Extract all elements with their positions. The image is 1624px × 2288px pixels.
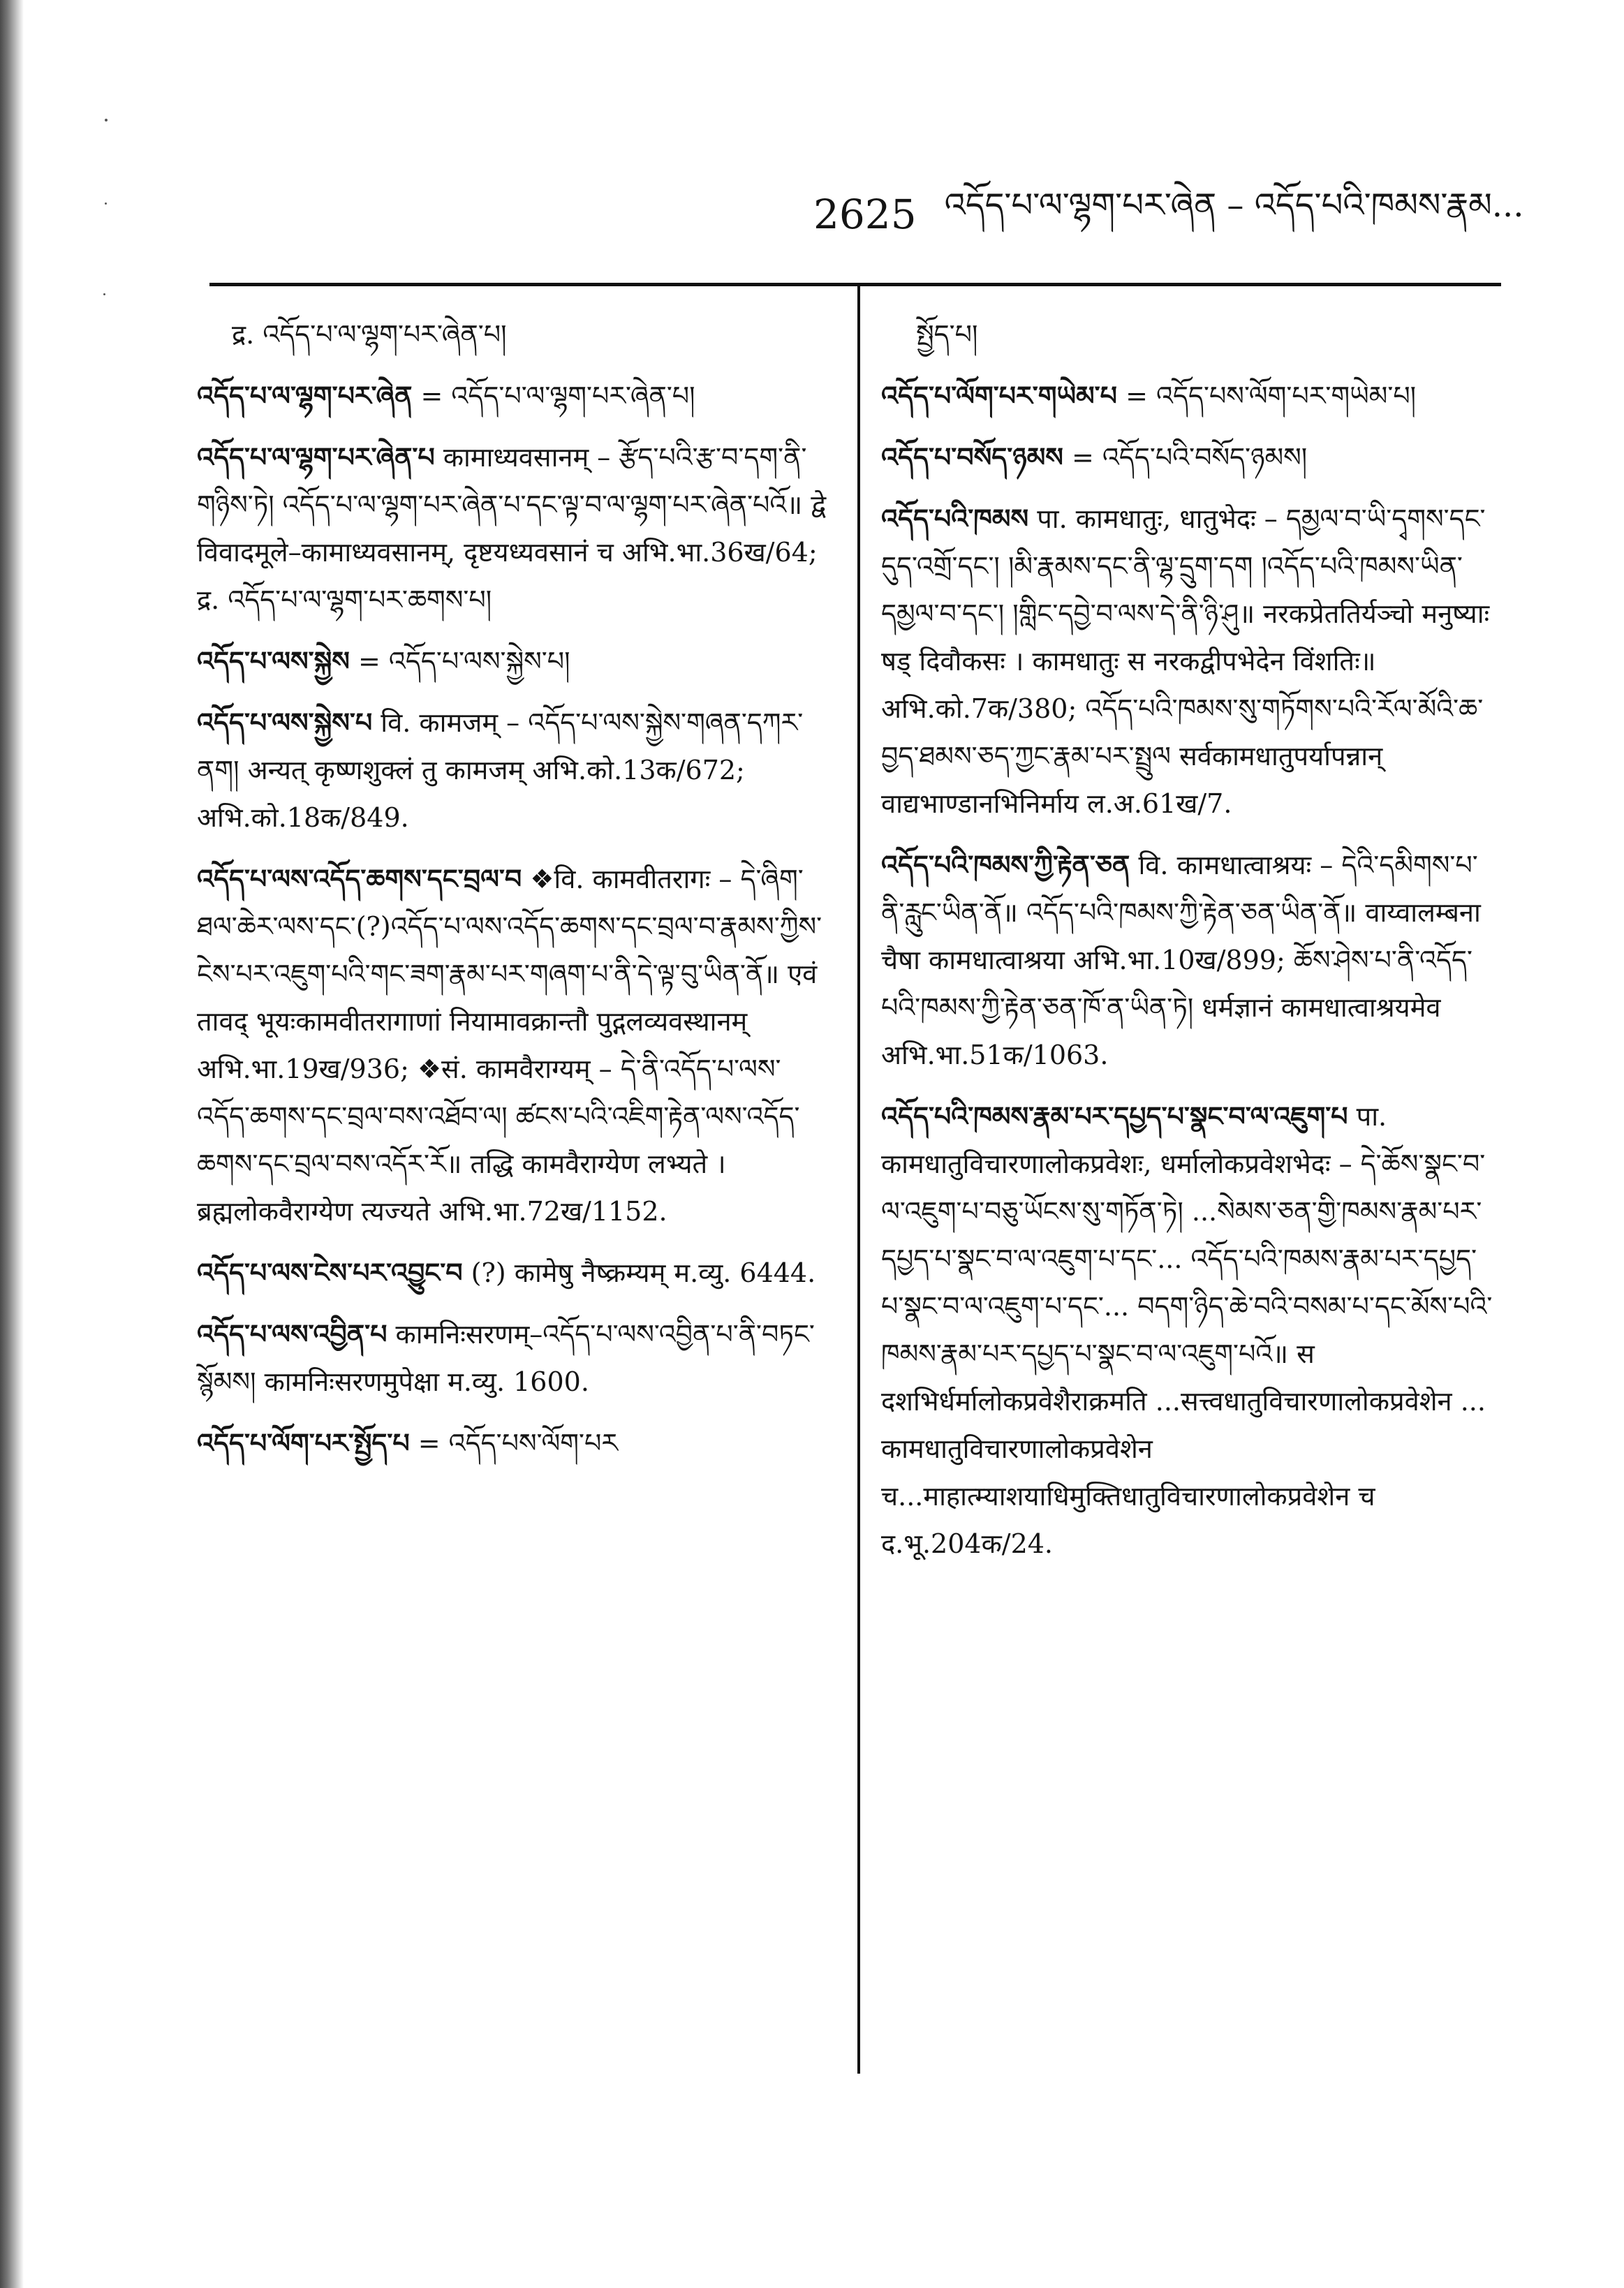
entry-body: = འདོད་པས་ལོག་པར་གཡེམ་པ། [1117,381,1417,411]
entry-headword: འདོད་པ་ལས་སྐྱེས་པ [197,707,373,738]
dictionary-entry [881,841,1496,1079]
entry-headword: འདོད་པ་ལས་འདོད་ཆགས་དང་བྲལ་བ [197,863,522,894]
entry-body: = འདོད་པ་ལ་ལྷག་པར་ཞེན་པ། [412,381,695,411]
scan-speck [103,293,105,295]
entry-headword: འདོད་པ་ལ་ལྷག་པར་ཞེན [197,380,413,411]
running-head: འདོད་པ་ལ་ལྷག་པར་ཞེན – འདོད་པའི་ཁམས་རྣམ... [944,185,1524,225]
dictionary-entry [197,1419,832,1467]
dictionary-entry [197,637,832,685]
dictionary-entry [197,311,832,358]
entry-headword: འདོད་པའི་ཁམས་རྣམ་པར་དཔྱད་པ་སྣང་བ་ལ་འཇུག་པ [881,1100,1348,1132]
entry-headword: འདོད་པ་ལས་འབྱིན་པ [197,1318,387,1350]
right-column [881,311,1496,1581]
entry-body: = འདོད་པས་ལོག་པར [409,1428,619,1459]
header-rule [209,283,1501,286]
entry-headword: འདོད་པའི་ཁམས [881,503,1029,534]
entry-body: ❖वि. कामवीतरागः – དེ་ཞིག་ཐལ་ཆེར་ལས་དང་(?)འདོད་པ་ལས་འདོད་ཆགས་དང་བྲལ་བ་རྣམས་ཀྱིས་ངེས་པར་འཇུག་པའི་གང་ཟག་རྣམ་པར་གཞག་པ་ནི་དེ་ལྟ་བུ་ཡིན་ནོ॥ एवं तावद् भूयःकामवीतरागाणां नियामावक्रान्तौ पुद्गलव्यवस्थानम् अभि.भा.19ख/936; ❖सं. कामवैराग्यम् – དེ་ནི་འདོད་པ་ལས་འདོད་ཆགས་དང་བྲལ་བས་འཐོབ་ལ། ཚངས་པའི་འཇིག་རྟེན་ལས་འདོད་ཆགས་དང་བྲལ་བས་འདོར་རོ॥ तद्धि कामवैराग्येण लभ्यते । ब्रह्मलोकवैराग्येण त्यज्यते अभि.भा.72ख/1152. [197,864,822,1227]
left-column [197,311,832,1481]
column-divider [857,286,860,2074]
entry-headword: འདོད་པ་ལོག་པར་གཡེམ་པ [881,380,1118,411]
entry-headword: འདོད་པ་བསོད་ཉམས [881,441,1063,473]
entry-body: སྤྱོད་པ། [916,319,978,350]
dictionary-entry [197,372,832,420]
entry-headword: འདོད་པ་ལས་ངེས་པར་འབྱུང་བ [197,1257,463,1288]
dictionary-entry [881,495,1496,827]
scan-speck [105,119,108,121]
dictionary-entry [881,1093,1496,1567]
entry-headword: འདོད་པའི་ཁམས་ཀྱི་རྟེན་ཅན [881,849,1130,880]
entry-headword: འདོད་པ་ལ་ལྷག་པར་ཞེན་པ [197,441,435,473]
entry-body: वि. कामधात्वाश्रयः – དེའི་དམིགས་པ་ནི་རླུང་ཡིན་ནོ॥ འདོད་པའི་ཁམས་ཀྱི་རྟེན་ཅན་ཡིན་ནོ॥ वाय्वालम्बना चैषा कामधात्वाश्रया अभि.भा.10ख/899; ཆོས་ཤེས་པ་ནི་འདོད་པའི་ཁམས་ཀྱི་རྟེན་ཅན་ཁོ་ན་ཡིན་ཏེ། धर्मज्ञानं कामधात्वाश्रयमेव अभि.भा.51क/1063. [881,850,1481,1070]
dictionary-entry [197,434,832,623]
entry-body: द्र. འདོད་པ་ལ་ལྷག་པར་ཞེན་པ། [232,319,507,350]
dictionary-entry [881,311,1496,358]
entry-headword: འདོད་པ་ལོག་པར་སྤྱོད་པ [197,1427,410,1459]
page-header [813,183,1524,246]
entry-body: = འདོད་པའི་བསོད་ཉམས། [1063,442,1308,473]
dictionary-entry [197,1249,832,1297]
entry-body: वि. कामजम् – འདོད་པ་ལས་སྐྱེས་གཞན་དཀར་ནག། अन्यत् कृष्णशुक्लं तु कामजम् अभि.को.13क/672; अभि.को.18क/849. [197,707,804,833]
entry-body: कामनिःसरणम्–འདོད་པ་ལས་འབྱིན་པ་ནི་བཏང་སྙོམས། कामनिःसरणमुपेक्षा म.व्यु. 1600. [197,1319,815,1397]
page-spine-shadow [0,0,24,2288]
scan-speck [105,202,107,205]
dictionary-entry [881,434,1496,481]
dictionary-entry [197,855,832,1235]
entry-body: पा. कामधातुविचारणालोकप्रवेशः, धर्मालोकप्रवेशभेदः – དེ་ཆོས་སྣང་བ་ལ་འཇུག་པ་བཅུ་ཡོངས་སུ་གཏོན་ཏེ། ...སེམས་ཅན་གྱི་ཁམས་རྣམ་པར་དཔྱད་པ་སྣང་བ་ལ་འཇུག་པ་དང་... འདོད་པའི་ཁམས་རྣམ་པར་དཔྱད་པ་སྣང་བ་ལ་འཇུག་པ་དང་... བདག་ཉིད་ཆེ་བའི་བསམ་པ་དང་མོས་པའི་ཁམས་རྣམ་པར་དཔྱད་པ་སྣང་བ་ལ་འཇུག་པའོ॥ स दशभिर्धर्मालोकप्रवेशैराक्रमति ...सत्त्वधातुविचारणालोकप्रवेशेन ... कामधातुविचारणालोकप्रवेशेन च...माहात्म्याशयाधिमुक्तिधातुविचारणालोकप्रवेशेन च द.भू.204क/24. [881,1101,1493,1559]
dictionary-entry [881,372,1496,420]
page-number: 2625 [813,191,917,238]
entry-body: पा. कामधातुः, धातुभेदः – དམྱལ་བ་ཡི་དྭགས་དང་དུད་འགྲོ་དང་། །མི་རྣམས་དང་ནི་ལྷ་དྲུག་དག །འདོད་པའི་ཁམས་ཡིན་དམྱལ་བ་དང་། །གླིང་དབྱེ་བ་ལས་དེ་ནི་ཉི་ཤུ॥ नरकप्रेततिर्यञ्चो मनुष्याः षड् दिवौकसः । कामधातुः स नरकद्वीपभेदेन विंशतिः॥ अभि.को.7क/380; འདོད་པའི་ཁམས་སུ་གཏོགས་པའི་རོལ་མོའི་ཆ་བྱད་ཐམས་ཅད་ཀྱང་རྣམ་པར་སྤྲུལ सर्वकामधातुपर्यापन्नान् वाद्यभाण्डानभिनिर्माय ल.अ.61ख/7. [881,503,1490,819]
dictionary-entry [197,1311,832,1405]
entry-body: (?) कामेषु नैष्क्रम्यम् म.व्यु. 6444. [462,1257,816,1288]
entry-headword: འདོད་པ་ལས་སྐྱེས [197,645,350,677]
entry-body: = འདོད་པ་ལས་སྐྱེས་པ། [349,646,570,677]
entry-body: कामाध्यवसानम् – རྩོད་པའི་རྩ་བ་དག་ནི་གཉིས་ཏེ། འདོད་པ་ལ་ལྷག་པར་ཞེན་པ་དང་ལྟ་བ་ལ་ལྷག་པར་ཞེན་པའོ॥ द्वे विवादमूले–कामाध्यवसानम्, दृष्टयध्यवसानं च अभि.भा.36ख/64; द्र. འདོད་པ་ལ་ལྷག་པར་ཆགས་པ། [197,442,827,615]
dictionary-entry [197,699,832,841]
